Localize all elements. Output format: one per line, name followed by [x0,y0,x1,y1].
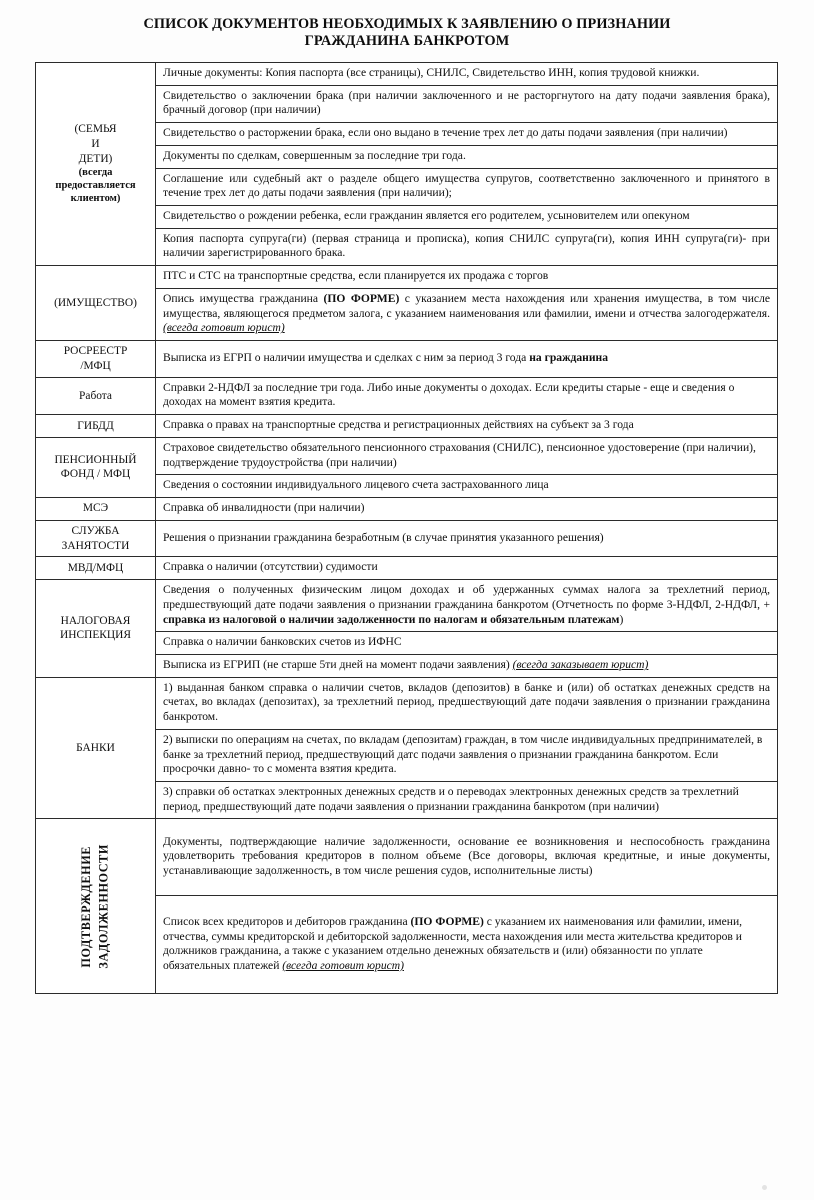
category-family-line-1: (СЕМЬЯ [74,123,117,136]
category-cell-debt [36,819,156,994]
document-item: Личные документы: Копия паспорта (все страницы), СНИЛС, Свидетельство ИНН, копия трудовой книжки. [156,63,778,86]
category-debt-vertical-wrapper [39,822,152,990]
category-pension-line-1: ПЕНСИОННЫЙ [54,453,137,466]
category-cell-tax [36,580,156,678]
document-item-emphasis: (ПО ФОРМЕ) [323,291,400,305]
category-cell-banks [36,677,156,819]
document-item: Сведения о состоянии индивидуального лицевого счета застрахованного лица [156,475,778,498]
category-cell-property [36,266,156,341]
table-row [36,377,778,414]
document-item-emphasis: справка из налоговой о наличии задолженности по налогам и обязательным платежам [163,612,620,626]
category-cell-mvd [36,557,156,580]
category-mse-label: МСЭ [82,502,109,515]
category-cell-gibdd [36,415,156,438]
document-item: Справка о наличии (отсутствии) судимости [156,557,778,580]
category-rosreestr-line-1: РОСРЕЕСТР [63,345,128,358]
category-work-label: Работа [79,389,112,402]
category-property-label: (ИМУЩЕСТВО) [54,296,137,309]
document-item: 1) выданная банком справка о наличии счетов, вкладов (депозитов) в банке и (или) об остатках денежных средств на счетах, во вкладах (депозитах), за трехлетний период, предшествующий дате подачи заявления о признании гражданина банкротом. [156,677,778,729]
category-tax-line-2: ИНСПЕКЦИЯ [60,629,131,642]
category-mvd-label: МВД/МФЦ [67,561,124,574]
document-item [156,580,778,632]
document-item-text: ) [619,612,624,626]
table-row [36,341,778,378]
document-item-text: Сведения о полученных физическим лицом доходах и об удержанных суммах налога за трехлетний период, предшествующий дате подачи заявления о признании гражданина банкротом (Отчетность по форме 3-НДФЛ, 2-НДФЛ, + [163,583,770,611]
category-employment-line-2: ЗАНЯТОСТИ [61,539,130,552]
document-item-text: Список всех кредиторов и дебиторов гражданина [163,914,411,928]
document-item [156,288,778,340]
page-title [57,0,757,51]
category-family-line-3: ДЕТИ) [78,153,113,166]
document-item-emphasis: на гражданина [529,351,608,365]
document-item-text: с указанием их наименования или фамилии, имени, отчества, суммы кредиторской и дебиторской задолженности, места нахождения или места жительства кредиторов и должников гражданина, а также с указанием отдельно денежных обязательств и (или) обязанности по уплате обязательных платежей [163,914,743,973]
document-item: Копия паспорта супруга(ги) (первая страница и прописка), копия СНИЛС супруга(ги), копия ИНН супруга(ги)- при наличии зарегистрированного брака. [156,228,778,265]
category-cell-work [36,377,156,414]
category-family-line-2: И [91,138,100,151]
category-gibdd-label: ГИБДД [77,419,114,432]
document-item: Справки 2-НДФЛ за последние три года. Либо иные документы о доходах. Если кредиты старые - еще и сведения о доходах на момент взятия кредита. [156,377,778,414]
category-rosreestr-line-2: /МФЦ [80,359,111,372]
document-item-note: (всегда заказывает юрист) [512,658,649,671]
category-pension-line-2: ФОНД / МФЦ [60,468,131,481]
document-item [156,655,778,678]
document-item: Соглашение или судебный акт о разделе общего имущества супругов, соответственно заключенного и принятого в течение трех лет до даты подачи заявления (при наличии); [156,168,778,205]
document-item [156,341,778,378]
table-row [36,266,778,289]
document-item: Документы, подтверждающие наличие задолженности, основание ее возникновения и неспособность гражданина удовлетворить требования кредиторов в полном объеме (Все договоры, включая кредитные, и иные документы, устанавливающие задолженность, в том числе решения судов, исполнительные листы) [156,819,778,896]
document-item-emphasis: (ПО ФОРМЕ) [410,914,484,928]
category-family-sub-1: (всегда [78,166,113,178]
category-debt-vertical-label [78,844,113,969]
document-item: ПТС и СТС на транспортные средства, если планируется их продажа с торгов [156,266,778,289]
category-family-sub-2: предоставляется [55,179,136,191]
document-item [156,896,778,994]
page-title-line-2: ГРАЖДАНИНА БАНКРОТОМ [304,33,510,50]
category-debt-line-1: ПОДТВЕРЖДЕНИЕ [78,845,93,968]
document-item: Справка об инвалидности (при наличии) [156,498,778,521]
document-item: Решения о признании гражданина безработным (в случае принятия указанного решения) [156,520,778,557]
category-employment-line-1: СЛУЖБА [71,524,120,537]
table-row [36,415,778,438]
document-item: Документы по сделкам, совершенным за последние три года. [156,145,778,168]
scan-speck [762,1185,767,1190]
document-item: 3) справки об остатках электронных денежных средств и о переводах электронных денежных средств за трехлетний период, предшествующий дате подачи заявления о признании гражданина банкротом (при наличии) [156,782,778,819]
document-item: Справка о правах на транспортные средства и регистрационных действиях на субъект за 3 года [156,415,778,438]
table-row [36,498,778,521]
document-item: 2) выписки по операциям на счетах, по вкладам (депозитам) граждан, в том числе индивидуальных предпринимателей, в банке за трехлетний период, предшествующий датс подачи заявления о признании гражданина банкротом. Если просрочки давно- то с момента взятия кредита. [156,729,778,781]
document-item: Свидетельство о рождении ребенка, если гражданин является его родителем, усыновителем или опекуном [156,206,778,229]
documents-table [35,62,778,994]
category-banks-label: БАНКИ [76,741,115,754]
page-title-line-1: СПИСОК ДОКУМЕНТОВ НЕОБХОДИМЫХ К ЗАЯВЛЕНИЮ О ПРИЗНАНИИ [143,16,671,32]
document-item-note: (всегда готовит юрист) [282,959,404,973]
category-family-sub-3: клиентом) [70,192,121,204]
table-row [36,437,778,474]
category-cell-employment [36,520,156,557]
document-item: Свидетельство о расторжении брака, если оно выдано в течение трех лет до даты подачи заявления (при наличии) [156,123,778,146]
document-item: Страховое свидетельство обязательного пенсионного страхования (СНИЛС), пенсионное удостоверение (при наличии), подтверждение трудоустройства (при наличии) [156,437,778,474]
category-cell-pension [36,437,156,497]
document-item-text: с указанием места нахождения или хранения имущества, в том числе имущества, являющегося предметом залога, с указанием наименования или фамилии, имени и отчества залогодержателя. [163,291,771,320]
table-row [36,677,778,729]
document-item-text: Выписка из ЕГРП о наличии имущества и сделках с ним за период 3 года [163,351,530,365]
document-item-text: Опись имущества гражданина [163,291,324,305]
document-item: Справка о наличии банковских счетов из ИФНС [156,632,778,655]
table-row [36,520,778,557]
category-cell-mse [36,498,156,521]
category-debt-line-2: ЗАДОЛЖЕННОСТИ [96,844,111,969]
document-item-note: (всегда готовит юрист) [163,321,285,335]
table-row [36,580,778,632]
category-cell-family [36,63,156,266]
table-row [36,63,778,86]
category-tax-line-1: НАЛОГОВАЯ [60,614,131,627]
category-cell-rosreestr [36,341,156,378]
table-row [36,557,778,580]
document-item-text: Выписка из ЕГРИП (не старше 5ти дней на момент подачи заявления) [163,658,513,671]
table-row [36,819,778,896]
document-item: Свидетельство о заключении брака (при наличии заключенного и не расторгнутого на дату подачи заявления брака), брачный договор (при наличии) [156,85,778,122]
